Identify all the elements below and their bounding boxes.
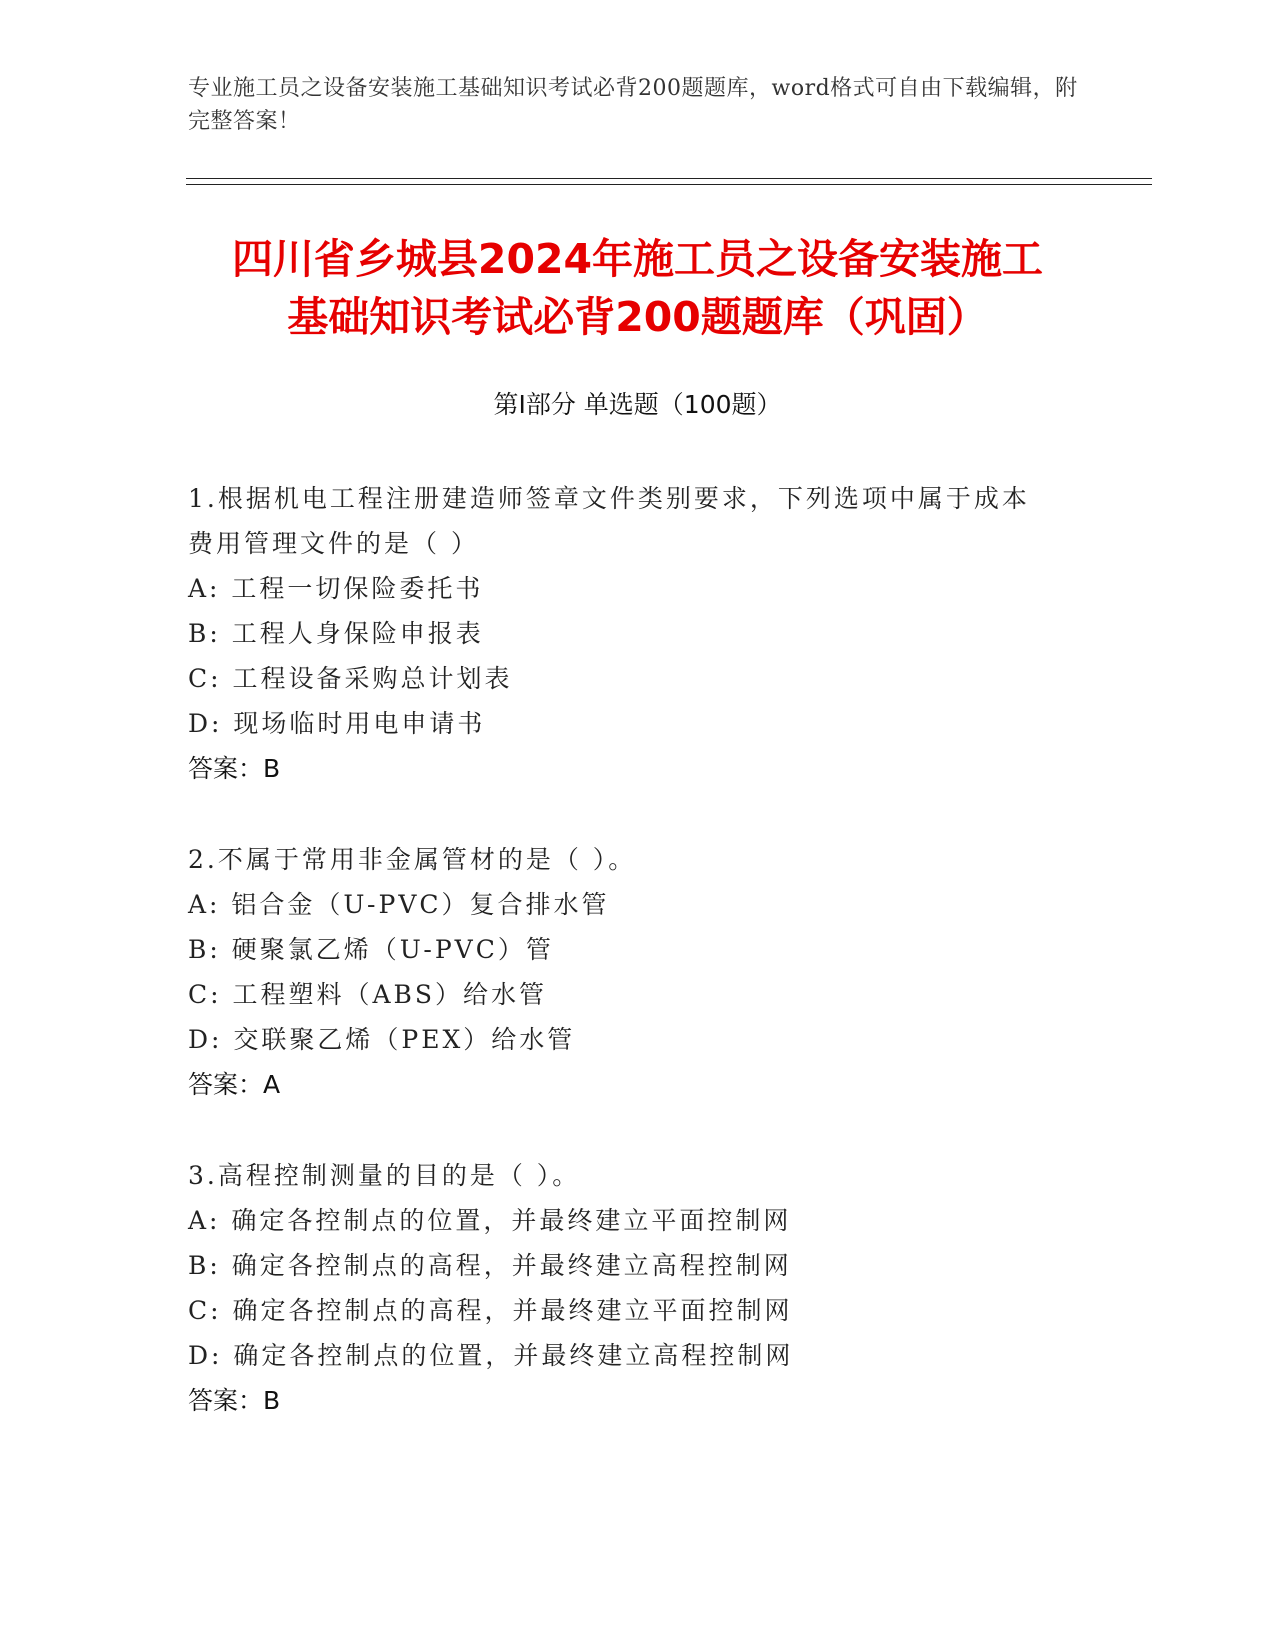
question-1 [188,476,1088,791]
answer-line: 答案：B [188,1386,281,1415]
option-b: B: 工程人身保险申报表 [188,619,484,648]
option-a: A: 工程一切保险委托书 [188,574,484,603]
option-d: D: 现场临时用电申请书 [188,709,486,738]
option-b: B: 硬聚氯乙烯（U-PVC）管 [188,935,554,964]
title-line: 四川省乡城县2024年施工员之设备安装施工 [231,235,1044,283]
option-b: B: 确定各控制点的高程，并最终建立高程控制网 [188,1251,792,1280]
question-stem: 1.根据机电工程注册建造师签章文件类别要求，下列选项中属于成本 [188,484,1030,513]
document-title [170,230,1105,346]
header-rule-top [186,178,1152,179]
option-a: A: 铝合金（U-PVC）复合排水管 [188,890,610,919]
question-stem: 2.不属于常用非金属管材的是（ ）。 [188,845,637,874]
option-c: C: 工程设备采购总计划表 [188,664,513,693]
question-list [188,476,1088,1469]
question-2 [188,837,1088,1107]
option-c: C: 确定各控制点的高程，并最终建立平面控制网 [188,1296,793,1325]
title-line: 基础知识考试必背200题题库（巩固） [287,293,988,341]
question-stem: 3.高程控制测量的目的是（ ）。 [188,1161,581,1190]
option-d: D: 确定各控制点的位置，并最终建立高程控制网 [188,1341,794,1370]
answer-line: 答案：B [188,754,281,783]
header-note: 专业施工员之设备安装施工基础知识考试必背200题题库，word格式可自由下载编辑，附完整答案！ [188,76,1078,134]
option-a: A: 确定各控制点的位置，并最终建立平面控制网 [188,1206,792,1235]
section-title: 第Ⅰ部分 单选题（100题） [493,390,782,419]
header-rule-bottom [186,184,1152,185]
question-3 [188,1153,1088,1423]
question-stem: 费用管理文件的是（ ） [188,529,479,558]
answer-line: 答案：A [188,1070,281,1099]
option-d: D: 交联聚乙烯（PEX）给水管 [188,1025,576,1054]
option-c: C: 工程塑料（ABS）给水管 [188,980,548,1009]
